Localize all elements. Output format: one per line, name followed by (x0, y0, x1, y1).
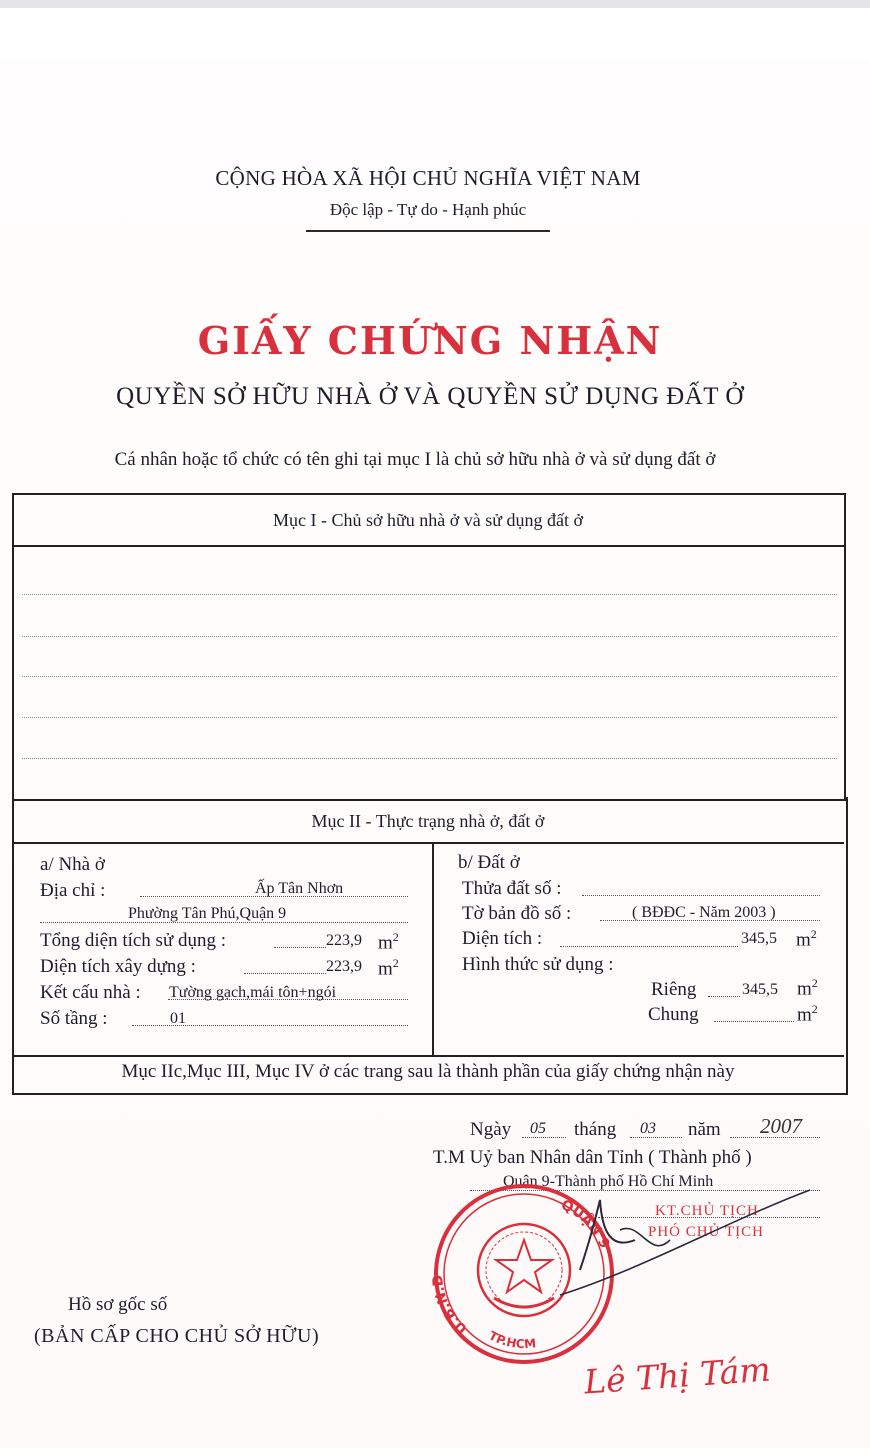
authority-district: Quận 9-Thành phố Hồ Chí Minh (503, 1173, 714, 1190)
section-1-box (12, 493, 846, 801)
dotted-line (708, 996, 740, 997)
vice-chairman-title: KT.CHỦ TỊCH (655, 1203, 759, 1219)
land-area-value: 345,5 (741, 930, 777, 947)
house-label: a/ Nhà ở (40, 854, 105, 875)
vice-chairman-title: PHÓ CHỦ TỊCH (648, 1224, 764, 1240)
structure-value: Tường gạch,mái tôn+ngói (169, 984, 337, 1001)
dotted-line (274, 947, 326, 948)
land-area-label: Diện tích : (462, 928, 543, 949)
blank-line (22, 676, 837, 677)
section-2-footer-divider (12, 1055, 844, 1057)
blank-line (22, 758, 837, 759)
house-address-line2: Phường Tân Phú,Quận 9 (128, 905, 287, 922)
blank-line (22, 594, 837, 595)
dotted-line (560, 946, 738, 947)
screen-top-bar (0, 0, 870, 8)
intro-text: Cá nhân hoặc tổ chức có tên ghi tại mục I là chủ sở hữu nhà ở và sử dụng đất ở (114, 449, 716, 470)
date-month: 03 (640, 1120, 656, 1137)
total-area-label: Tổng diện tích sử dụng : (40, 930, 227, 951)
section-2-column-divider (432, 842, 434, 1055)
blank-line (22, 636, 837, 637)
motto-underline (306, 230, 550, 232)
document-subtitle: QUYỀN SỞ HỮU NHÀ Ở VÀ QUYỀN SỬ DỤNG ĐẤT Ở (116, 383, 744, 410)
structure-label: Kết cấu nhà : (40, 982, 141, 1003)
parcel-label: Thửa đất số : (462, 878, 562, 899)
private-label: Riêng (651, 979, 697, 1000)
section-2-divider (12, 842, 844, 844)
floors-value: 01 (170, 1010, 186, 1027)
signature-strokes (540, 1160, 840, 1300)
section-1-heading: Mục I - Chủ sở hữu nhà ở và sử dụng đất ở (272, 510, 584, 530)
map-value: ( BĐĐC - Năm 2003 ) (632, 904, 776, 921)
build-area-unit: $m^2$ (378, 956, 399, 980)
land-label: b/ Đất ở (458, 852, 520, 873)
total-area-unit: $m^2$ (378, 930, 399, 954)
owner-copy-label: (BẢN CẤP CHO CHỦ SỞ HỮU) (34, 1325, 320, 1347)
dotted-line (630, 1137, 682, 1138)
house-address-label: Địa chỉ : (40, 880, 106, 901)
svg-text:QUẬN 9: QUẬN 9 (558, 1196, 613, 1252)
date-year: 2007 (760, 1114, 802, 1138)
signer-name: Lê Thị Tám (582, 1349, 772, 1402)
motto: Độc lập - Tự do - Hạnh phúc (329, 200, 527, 219)
document-title: GIẤY CHỨNG NHẬN (197, 318, 663, 363)
blank-line (22, 717, 837, 718)
land-area-unit: $m^2$ (796, 927, 817, 951)
common-label: Chung (648, 1004, 699, 1025)
common-unit: $m^2$ (797, 1002, 818, 1026)
date-year-label: năm (688, 1119, 721, 1140)
date-day: 05 (530, 1120, 546, 1137)
usage-label: Hình thức sử dụng : (462, 954, 614, 975)
dotted-line (582, 895, 820, 896)
dotted-line (714, 1021, 794, 1022)
house-address-line1: Ấp Tân Nhơn (255, 880, 344, 897)
private-unit: $m^2$ (797, 976, 818, 1000)
svg-text:TP.HCM: TP.HCM (486, 1328, 537, 1352)
build-area-value: 223,9 (326, 958, 362, 975)
build-area-label: Diện tích xây dựng : (40, 956, 196, 977)
original-record-label: Hồ sơ gốc số (68, 1294, 168, 1315)
date-day-label: Ngày (470, 1119, 512, 1140)
floors-label: Số tầng : (40, 1008, 108, 1029)
svg-text:U.B.N.D: U.B.N.D (429, 1274, 471, 1337)
section-2-heading: Mục II - Thực trạng nhà ở, đất ở (311, 811, 545, 831)
total-area-value: 223,9 (326, 932, 362, 949)
map-label: Tờ bản đồ số : (462, 903, 572, 924)
dotted-line (244, 973, 326, 974)
private-value: 345,5 (742, 981, 778, 998)
section-1-divider (12, 545, 844, 547)
authority-line: T.M Uỷ ban Nhân dân Tỉnh ( Thành phố ) (433, 1147, 752, 1168)
date-month-label: tháng (574, 1119, 617, 1140)
nation-heading: CỘNG HÒA XÃ HỘI CHỦ NGHĨA VIỆT NAM (215, 166, 641, 190)
components-note: Mục IIc,Mục III, Mục IV ở các trang sau là thành phần của giấy chứng nhận này (121, 1061, 735, 1082)
